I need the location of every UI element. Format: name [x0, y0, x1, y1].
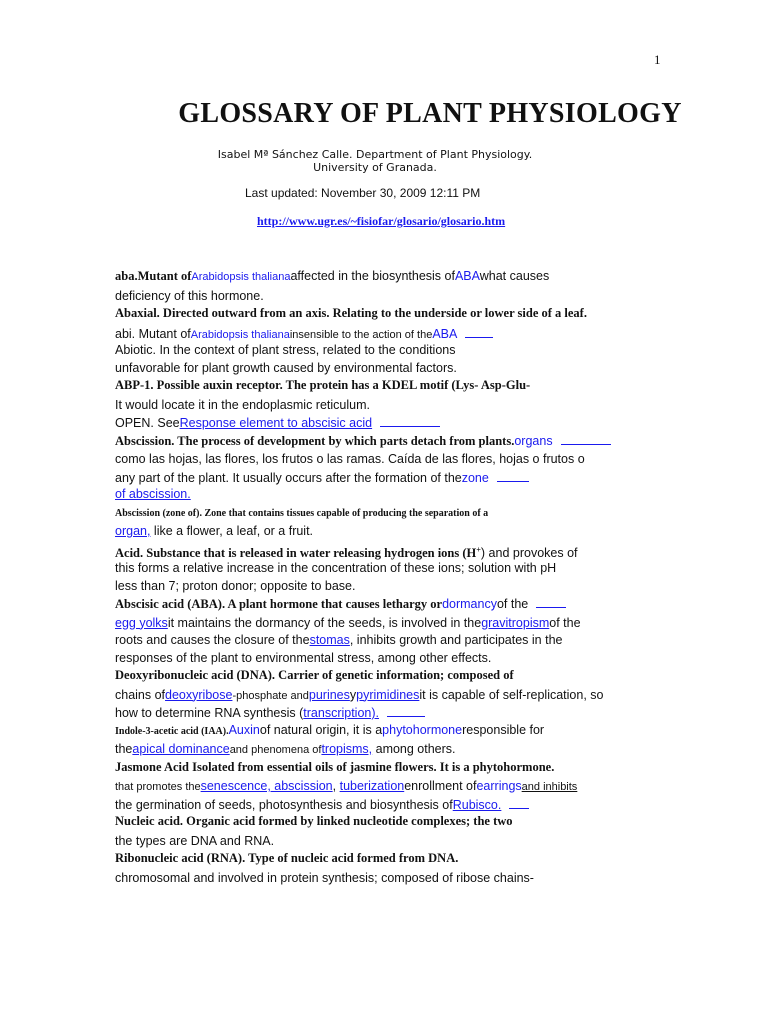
glossary-link[interactable]: ABA — [454, 269, 480, 283]
glossary-text: and phenomena of — [229, 744, 322, 756]
glossary-line — [115, 486, 635, 504]
link-underline — [380, 414, 440, 427]
author-line-2: University of Granada. — [313, 161, 437, 174]
glossary-text: chains of — [115, 687, 166, 702]
glossary-line — [115, 451, 635, 469]
glossary-line — [115, 578, 635, 596]
glossary-line — [115, 704, 635, 722]
glossary-body — [115, 268, 635, 887]
glossary-text: OPEN. See — [115, 416, 180, 430]
glossary-text: it is capable of self-replication, so — [419, 687, 604, 702]
term-definition: Indole-3-acetic acid (IAA). — [115, 725, 229, 737]
glossary-text: that promotes the — [115, 781, 201, 793]
glossary-line — [115, 523, 635, 541]
glossary-text: enrollment of — [404, 779, 477, 793]
glossary-line — [115, 377, 635, 397]
glossary-line — [115, 650, 635, 668]
glossary-link[interactable]: pyrimidines — [356, 687, 420, 702]
glossary-link[interactable]: deoxyribose — [165, 687, 233, 702]
glossary-link[interactable]: earrings — [476, 779, 522, 793]
glossary-link[interactable]: egg yolks — [115, 615, 168, 630]
glossary-text: any part of the plant. It usually occurs after the formation of the — [115, 470, 462, 485]
glossary-text: of the — [549, 615, 581, 630]
glossary-link[interactable]: gravitropism — [481, 615, 550, 630]
glossary-link[interactable]: senescence, abscission — [200, 779, 333, 793]
glossary-text: affected in the biosynthesis of — [290, 269, 455, 283]
glossary-line — [115, 414, 635, 432]
glossary-line — [115, 268, 635, 288]
glossary-line — [115, 870, 635, 888]
glossary-text: what causes — [479, 269, 550, 283]
glossary-link[interactable]: dormancy — [442, 597, 497, 611]
glossary-link[interactable]: apical dominance — [132, 742, 230, 756]
glossary-text: ) and provokes of — [480, 545, 578, 560]
glossary-text: among others. — [372, 742, 456, 756]
glossary-text: of natural origin, it is a — [259, 722, 383, 737]
glossary-text: como las hojas, las flores, los frutos o las ramas. Caída de las flores, hojas o frutos o — [115, 452, 585, 466]
glossary-text: , — [332, 779, 340, 793]
glossary-line — [115, 667, 635, 687]
link-underline — [561, 432, 611, 445]
glossary-line — [115, 615, 635, 633]
glossary-link[interactable]: phytohormone — [382, 722, 463, 737]
term-definition: ABP-1. Possible auxin receptor. The protein has a KDEL motif (Lys- Asp-Glu- — [115, 378, 531, 392]
glossary-text: , inhibits growth and participates in the — [349, 633, 563, 647]
glossary-line — [115, 722, 635, 742]
glossary-text: unfavorable for plant growth caused by environmental factors. — [115, 360, 457, 375]
glossary-line — [115, 541, 635, 561]
glossary-text: like a flower, a leaf, or a fruit. — [150, 524, 314, 538]
link-underline — [465, 325, 493, 338]
glossary-text: It would locate it in the endoplasmic reticulum. — [115, 397, 370, 412]
glossary-line — [115, 759, 635, 779]
glossary-line — [115, 288, 635, 306]
glossary-line — [115, 632, 635, 650]
last-updated: Last updated: November 30, 2009 12:11 PM — [245, 186, 481, 200]
glossary-link[interactable]: tropisms, — [321, 742, 373, 756]
glossary-line — [115, 432, 635, 452]
glossary-text: -phosphate and — [232, 689, 309, 702]
glossary-link[interactable]: ABA — [432, 326, 458, 341]
glossary-text: it maintains the dormancy of the seeds, is involved in the — [167, 615, 482, 630]
glossary-text: less than 7; proton donor; opposite to base. — [115, 578, 356, 593]
term-definition: Deoxyribonucleic acid (DNA). Carrier of genetic information; composed of — [115, 668, 514, 682]
term-definition: Abaxial. Directed outward from an axis. Relating to the underside or lower side of a leaf. — [115, 306, 587, 320]
link-underline — [536, 595, 566, 608]
link-underline — [497, 469, 529, 482]
glossary-line — [115, 560, 635, 578]
term-definition: Abscission. The process of development by which parts detach from plants. — [115, 433, 515, 448]
glossary-line — [115, 595, 635, 615]
glossary-text: the — [115, 742, 133, 756]
glossary-line — [115, 778, 635, 796]
glossary-text: abi. Mutant of — [115, 326, 191, 341]
glossary-line — [115, 325, 635, 343]
glossary-line — [115, 741, 635, 759]
author-block — [0, 148, 750, 174]
glossary-line — [115, 360, 635, 378]
glossary-link[interactable]: tuberization — [339, 779, 405, 793]
glossary-text: y — [349, 687, 357, 702]
glossary-text: deficiency of this hormone. — [115, 288, 264, 303]
glossary-line — [115, 305, 635, 325]
glossary-text: the types are DNA and RNA. — [115, 833, 275, 848]
glossary-text: + — [476, 544, 481, 554]
glossary-link[interactable]: Arabidopsis thaliana — [191, 271, 291, 283]
glossary-text: roots and causes the closure of the — [115, 633, 310, 647]
glossary-text: and inhibits — [521, 781, 578, 793]
term-definition: Abscission (zone of). Zone that contains tissues capable of producing the separation of a — [115, 507, 489, 519]
term-definition: Nucleic acid. Organic acid formed by linked nucleotide complexes; the two — [115, 814, 513, 828]
page-number: 1 — [654, 52, 661, 67]
glossary-line — [115, 342, 635, 360]
term-definition: Jasmone Acid Isolated from essential oils of jasmine flowers. It is a phytohormone. — [115, 759, 555, 774]
page-title: GLOSSARY OF PLANT PHYSIOLOGY — [178, 98, 682, 129]
term-definition: aba.Mutant of — [115, 269, 192, 283]
glossary-link[interactable]: stomas — [309, 633, 350, 647]
glossary-line — [115, 850, 635, 870]
glossary-line — [115, 796, 635, 814]
glossary-line — [115, 469, 635, 487]
link-underline — [509, 796, 529, 809]
glossary-text: how to determine RNA synthesis ( — [115, 706, 304, 720]
glossary-text: insensible to the action of the — [289, 328, 433, 341]
glossary-url-link[interactable]: http://www.ugr.es/~fisiofar/glosario/glosario.htm — [257, 214, 506, 228]
glossary-line — [115, 397, 635, 415]
glossary-text: responses of the plant to environmental stress, among other effects. — [115, 650, 492, 665]
glossary-line — [115, 687, 635, 705]
term-definition: Ribonucleic acid (RNA). Type of nucleic acid formed from DNA. — [115, 851, 459, 865]
glossary-text: of the — [496, 597, 529, 611]
glossary-link[interactable]: organs — [514, 433, 553, 448]
glossary-text: this forms a relative increase in the concentration of these ions; solution with pH — [115, 561, 557, 575]
glossary-line — [115, 813, 635, 833]
term-definition: Abscisic acid (ABA). A plant hormone that causes lethargy or — [115, 597, 443, 611]
glossary-link[interactable]: Auxin — [228, 722, 260, 737]
glossary-link[interactable]: organ, — [115, 524, 151, 538]
glossary-link[interactable]: Rubisco. — [452, 797, 502, 812]
glossary-link[interactable]: purines — [308, 687, 350, 702]
glossary-link[interactable]: Arabidopsis thaliana — [190, 328, 290, 341]
glossary-line — [115, 504, 635, 524]
author-line-1: Isabel Mª Sánchez Calle. Department of Plant Physiology. — [217, 148, 533, 161]
glossary-link[interactable]: transcription). — [303, 706, 380, 720]
glossary-link[interactable]: Response element to abscisic acid — [179, 416, 373, 430]
glossary-text: the germination of seeds, photosynthesis and biosynthesis of — [115, 797, 453, 812]
term-definition: Acid. Substance that is released in water releasing hydrogen ions (H — [115, 545, 477, 560]
glossary-text: chromosomal and involved in protein synthesis; composed of ribose chains- — [115, 870, 534, 885]
glossary-text: responsible for — [462, 722, 545, 737]
link-underline — [387, 704, 425, 717]
glossary-text: Abiotic. In the context of plant stress, related to the conditions — [115, 343, 456, 357]
glossary-link[interactable]: of abscission. — [115, 487, 191, 501]
glossary-link[interactable]: zone — [461, 470, 489, 485]
glossary-line — [115, 833, 635, 851]
